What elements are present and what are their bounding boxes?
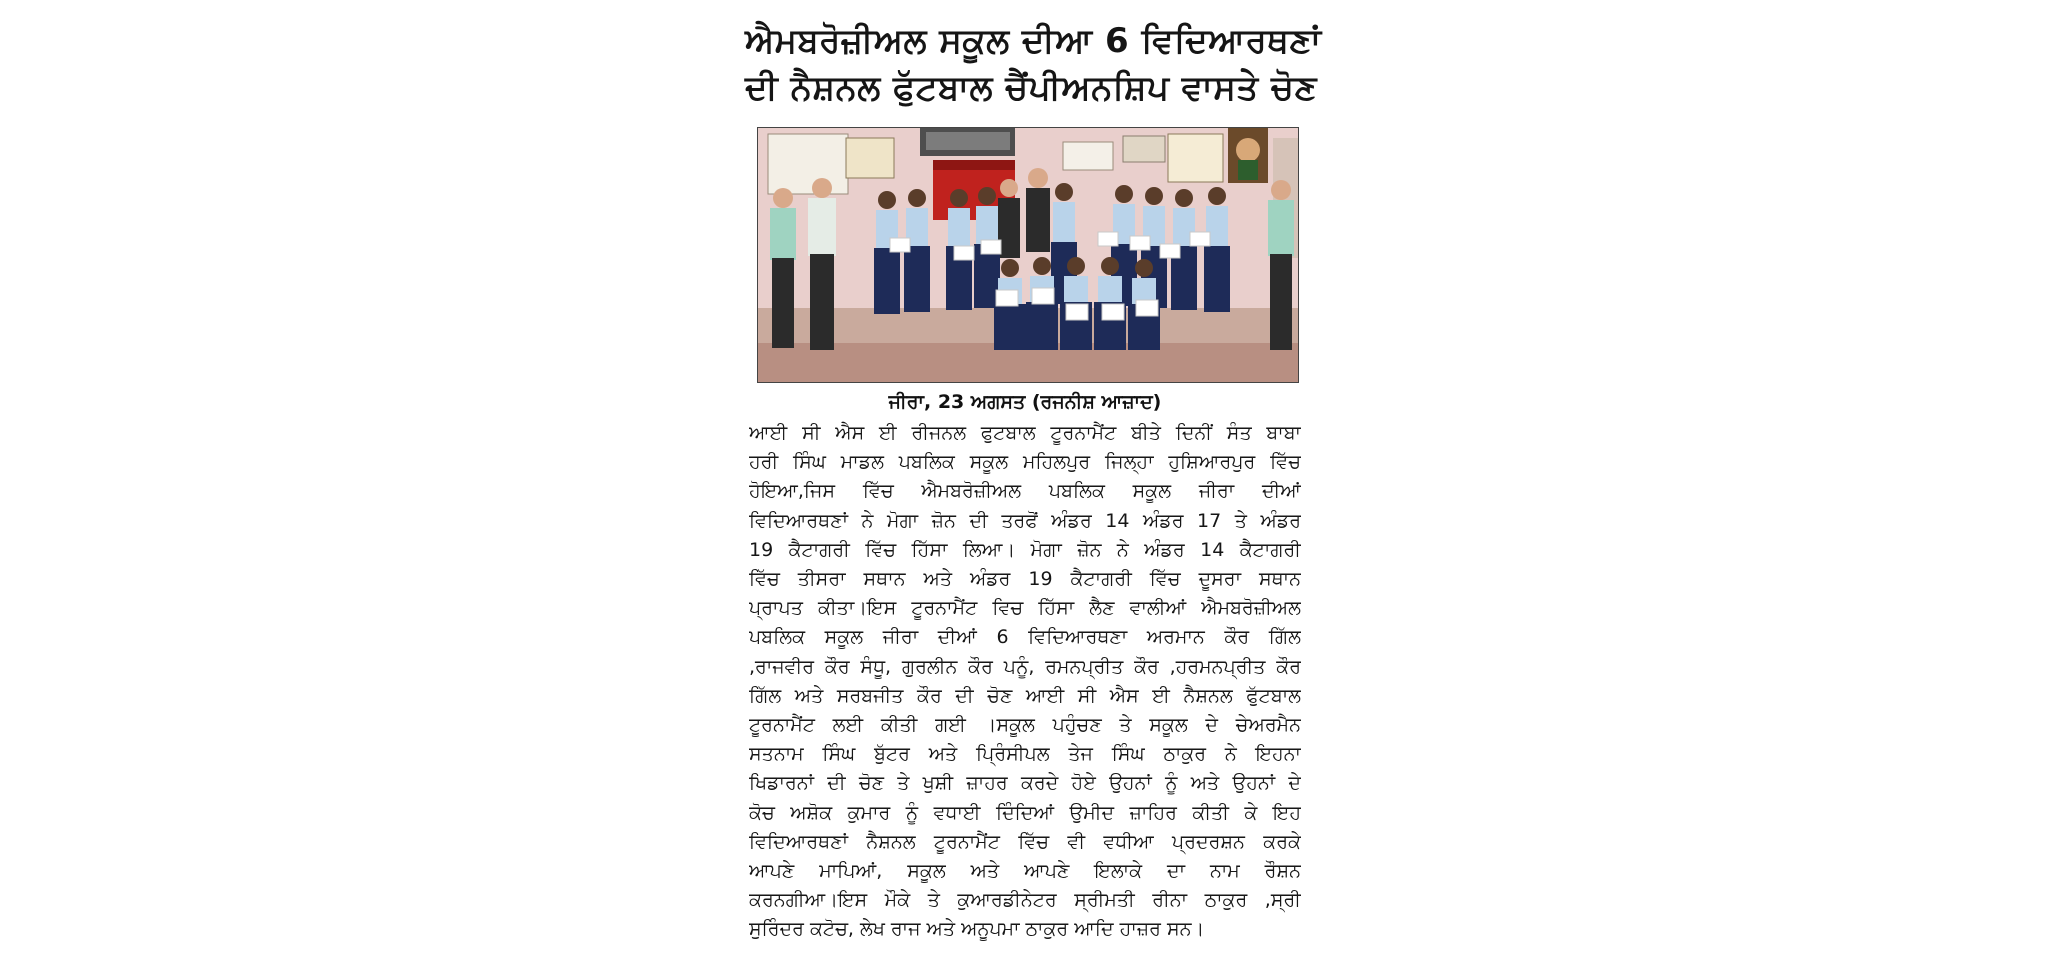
body-line: ਹਰੀ ਸਿੰਘ ਮਾਡਲ ਪਬਲਿਕ ਸਕੂਲ ਮਹਿਲਪੁਰ ਜਿਲ੍ਹਾ ਹੁਸ਼ਿਆਰਪੁਰ ਵਿੱਚ — [749, 451, 1301, 474]
article-headline — [745, 18, 1322, 112]
body-line: ਆਪਣੇ ਮਾਪਿਆਂ, ਸਕੂਲ ਅਤੇ ਆਪਣੇ ਇਲਾਕੇ ਦਾ ਨਾਮ ਰੌਸ਼ਨ — [749, 860, 1301, 883]
body-line: ਵਿਦਿਆਰਥਣਾਂ ਨੇ ਮੋਗਾ ਜ਼ੋਨ ਦੀ ਤਰਫੋਂ ਅੰਡਰ 14 ਅੰਡਰ 17 ਤੇ ਅੰਡਰ — [749, 509, 1301, 532]
body-line: ਸਤਨਾਮ ਸਿੰਘ ਬੁੱਟਰ ਅਤੇ ਪ੍ਰਿੰਸੀਪਲ ਤੇਜ ਸਿੰਘ ਠਾਕੁਰ ਨੇ ਇਹਨਾ — [749, 743, 1301, 766]
article-body — [749, 419, 1301, 945]
body-line: ਆਈ ਸੀ ਐਸ ਈ ਰੀਜਨਲ ਫੁਟਬਾਲ ਟੂਰਨਾਮੈਂਟ ਬੀਤੇ ਦਿਨੀਂ ਸੰਤ ਬਾਬਾ — [749, 422, 1301, 444]
newspaper-clipping — [745, 0, 1322, 957]
headline-line-2: ਦੀ ਨੈਸ਼ਨਲ ਫੁੱਟਬਾਲ ਚੈਂਪੀਅਨਸ਼ਿਪ ਵਾਸਤੇ ਚੋਣ — [745, 68, 1318, 108]
body-line: ਖਿਡਾਰਨਾਂ ਦੀ ਚੋਣ ਤੇ ਖੁਸ਼ੀ ਜ਼ਾਹਰ ਕਰਦੇ ਹੋਏ ਉਹਨਾਂ ਨੂੰ ਅਤੇ ਉਹਨਾਂ ਦੇ — [749, 772, 1301, 795]
body-line: ਹੋਇਆ,ਜਿਸ ਵਿੱਚ ਐਮਬਰੋਜ਼ੀਅਲ ਪਬਲਿਕ ਸਕੂਲ ਜੀਰਾ ਦੀਆਂ — [749, 480, 1301, 503]
group-photo-illustration — [758, 128, 1298, 382]
headline-line-1: ਐਮਬਰੋਜ਼ੀਅਲ ਸਕੂਲ ਦੀਆ 6 ਵਿਦਿਆਰਥਣਾਂ — [745, 21, 1322, 61]
body-line: ,ਰਾਜਵੀਰ ਕੌਰ ਸੰਧੂ, ਗੁਰਲੀਨ ਕੌਰ ਪਨੂੰ, ਰਮਨਪ੍ਰੀਤ ਕੌਰ ,ਹਰਮਨਪ੍ਰੀਤ ਕੌਰ — [749, 655, 1301, 678]
body-line: ਕਰਨਗੀਆ।ਇਸ ਮੌਕੇ ਤੇ ਕੁਆਰਡੀਨੇਟਰ ਸ੍ਰੀਮਤੀ ਰੀਨਾ ਠਾਕੁਰ ,ਸ੍ਰੀ — [749, 889, 1301, 912]
body-line: ਵਿਦਿਆਰਥਣਾਂ ਨੈਸ਼ਨਲ ਟੂਰਨਾਮੈਂਟ ਵਿੱਚ ਵੀ ਵਧੀਆ ਪ੍ਰਦਰਸ਼ਨ ਕਰਕੇ — [749, 830, 1301, 853]
body-line: ਸੁਰਿੰਦਰ ਕਟੋਚ, ਲੇਖ ਰਾਜ ਅਤੇ ਅਨੂਪਮਾ ਠਾਕੁਰ ਆਦਿ ਹਾਜ਼ਰ ਸਨ। — [749, 918, 1205, 941]
body-line: ਕੋਚ ਅਸ਼ੋਕ ਕੁਮਾਰ ਨੂੰ ਵਧਾਈ ਦਿੰਦਿਆਂ ਉਮੀਦ ਜ਼ਾਹਿਰ ਕੀਤੀ ਕੇ ਇਹ — [749, 801, 1301, 824]
body-line: 19 ਕੈਟਾਗਰੀ ਵਿੱਚ ਹਿੱਸਾ ਲਿਆ। ਮੋਗਾ ਜ਼ੋਨ ਨੇ ਅੰਡਰ 14 ਕੈਟਾਗਰੀ — [749, 538, 1301, 561]
article-photo — [757, 127, 1299, 383]
body-line: ਪ੍ਰਾਪਤ ਕੀਤਾ।ਇਸ ਟੂਰਨਾਮੈਂਟ ਵਿਚ ਹਿੱਸਾ ਲੈਣ ਵਾਲੀਆਂ ਐਮਬਰੋਜ਼ੀਅਲ — [749, 597, 1301, 620]
body-line: ਪਬਲਿਕ ਸਕੂਲ ਜੀਰਾ ਦੀਆਂ 6 ਵਿਦਿਆਰਥਣਾ ਅਰਮਾਨ ਕੌਰ ਗਿੱਲ — [749, 626, 1301, 649]
body-line: ਟੂਰਨਾਮੈਂਟ ਲਈ ਕੀਤੀ ਗਈ ।ਸਕੂਲ ਪਹੁੰਚਣ ਤੇ ਸਕੂਲ ਦੇ ਚੇਅਰਮੈਨ — [749, 714, 1301, 737]
body-line: ਗਿੱਲ ਅਤੇ ਸਰਬਜੀਤ ਕੌਰ ਦੀ ਚੋਣ ਆਈ ਸੀ ਐਸ ਈ ਨੈਸ਼ਨਲ ਫੁੱਟਬਾਲ — [749, 684, 1301, 707]
body-line: ਵਿੱਚ ਤੀਸਰਾ ਸਥਾਨ ਅਤੇ ਅੰਡਰ 19 ਕੈਟਾਗਰੀ ਵਿੱਚ ਦੂਸਰਾ ਸਥਾਨ — [749, 568, 1301, 591]
article-dateline: ਜੀਰਾ, 23 ਅਗਸਤ (ਰਜਨੀਸ਼ ਆਜ਼ਾਦ) — [888, 391, 1162, 413]
